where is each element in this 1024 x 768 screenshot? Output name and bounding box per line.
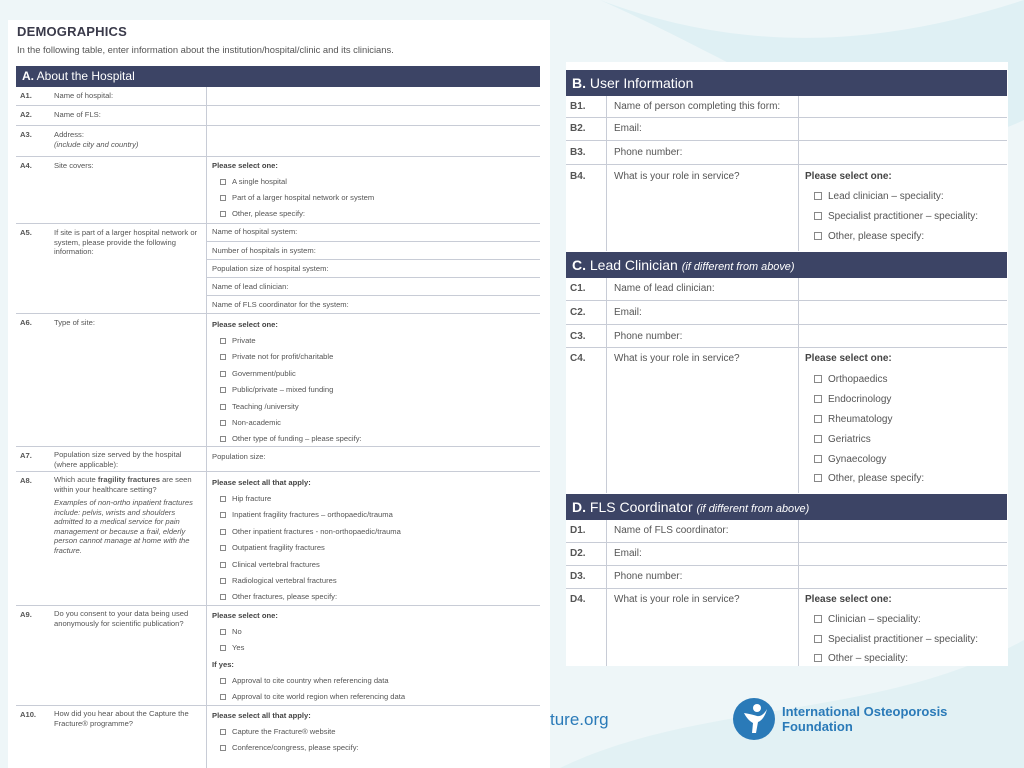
row-label: Name of FLS coordinator: <box>614 525 729 536</box>
option-b4-1[interactable]: Lead clinician – speciality: <box>814 191 944 203</box>
row-code: D1. <box>570 525 586 536</box>
row-code: A10. <box>20 710 37 719</box>
hospitals-count-field[interactable]: Number of hospitals in system: <box>207 241 540 260</box>
row-code: A1. <box>20 91 32 100</box>
option-a4-2[interactable]: Part of a larger hospital network or system <box>220 193 374 203</box>
form-page-right <box>566 62 1008 666</box>
row-a10 <box>16 706 540 768</box>
row-c3 <box>566 325 1007 348</box>
row-label: Phone number: <box>614 571 683 582</box>
checkbox-icon[interactable] <box>814 654 822 662</box>
option-a9-yes[interactable]: Yes <box>220 643 244 653</box>
row-label: Email: <box>614 123 642 134</box>
row-a3 <box>16 126 540 157</box>
lead-clinician-email-field[interactable] <box>799 301 1007 324</box>
checkbox-icon[interactable] <box>220 578 226 584</box>
row-code: A6. <box>20 318 32 327</box>
checkbox-icon[interactable] <box>220 404 226 410</box>
org-name-line1: International Osteoporosis <box>782 704 948 719</box>
lead-clinician-name-field[interactable] <box>799 278 1007 300</box>
population-size-field[interactable] <box>286 447 540 471</box>
option-a8-4[interactable]: Outpatient fragility fractures <box>220 543 325 553</box>
system-population-field[interactable]: Population size of hospital system: <box>207 259 540 278</box>
checkbox-icon[interactable] <box>220 694 226 700</box>
option-a4-1[interactable]: A single hospital <box>220 177 287 187</box>
row-c2 <box>566 301 1007 325</box>
row-code: B1. <box>570 101 586 112</box>
row-code: A7. <box>20 451 32 460</box>
row-b4 <box>566 165 1007 251</box>
row-code: C2. <box>570 307 586 318</box>
option-c4-5[interactable]: Gynaecology <box>814 454 886 466</box>
completer-phone-field[interactable] <box>799 141 1007 164</box>
row-label: Phone number: <box>614 331 683 342</box>
section-c-title: Lead Clinician <box>589 257 678 273</box>
row-d2 <box>566 543 1007 566</box>
row-code: C4. <box>570 353 586 364</box>
option-c4-2[interactable]: Endocrinology <box>814 394 891 406</box>
system-fls-coordinator-field[interactable]: Name of FLS coordinator for the system: <box>207 295 540 314</box>
org-name-line2: Foundation <box>782 719 853 734</box>
checkbox-icon[interactable] <box>220 545 226 551</box>
option-c4-3[interactable]: Rheumatology <box>814 414 892 426</box>
section-d-letter: D. <box>572 499 586 515</box>
section-b-header <box>566 70 1007 96</box>
row-d1 <box>566 520 1007 543</box>
checkbox-icon[interactable] <box>814 415 822 423</box>
row-a1 <box>16 87 540 106</box>
row-a7 <box>16 447 540 472</box>
checkbox-icon[interactable] <box>220 529 226 535</box>
section-c-note: (if different from above) <box>681 261 795 273</box>
row-a8 <box>16 472 540 606</box>
row-code: D4. <box>570 594 586 605</box>
option-c4-4[interactable]: Geriatrics <box>814 434 871 446</box>
option-d4-3[interactable]: Other – speciality: <box>814 653 908 665</box>
iof-org-name <box>782 704 947 734</box>
checkbox-icon[interactable] <box>814 474 822 482</box>
row-a9 <box>16 606 540 706</box>
row-label: Do you consent to your data being used anonymously for scientific publication? <box>54 609 189 628</box>
hospital-name-field[interactable] <box>207 87 539 105</box>
option-a8-6[interactable]: Radiological vertebral fractures <box>220 576 337 586</box>
option-c4-6[interactable]: Other, please specify: <box>814 473 924 485</box>
option-d4-1[interactable]: Clinician – speciality: <box>814 614 921 626</box>
row-b2 <box>566 118 1007 141</box>
checkbox-icon[interactable] <box>220 594 226 600</box>
system-lead-clinician-field[interactable]: Name of lead clinician: <box>207 277 540 296</box>
hospital-system-name-field[interactable]: Name of hospital system: <box>212 227 298 236</box>
row-code: B3. <box>570 147 586 158</box>
checkbox-icon[interactable] <box>220 354 226 360</box>
row-code: B2. <box>570 123 586 134</box>
checkbox-icon[interactable] <box>220 629 226 635</box>
checkbox-icon[interactable] <box>220 371 226 377</box>
checkbox-icon[interactable] <box>814 212 822 220</box>
row-a5 <box>16 224 540 314</box>
checkbox-icon[interactable] <box>814 455 822 463</box>
completer-email-field[interactable] <box>799 118 1007 140</box>
section-d-note: (if different from above) <box>696 503 810 515</box>
row-label: Site covers: <box>54 161 94 170</box>
form-page-left <box>8 20 550 768</box>
option-a8-3[interactable]: Other inpatient fractures - non-orthopaedic/trauma <box>220 527 401 537</box>
option-a6-1[interactable]: Private <box>220 336 256 346</box>
option-a6-5[interactable]: Teaching /university <box>220 402 299 412</box>
row-code: D3. <box>570 571 586 582</box>
row-code: A2. <box>20 110 32 119</box>
address-hint: (include city and country) <box>54 139 139 149</box>
checkbox-icon[interactable] <box>220 436 226 442</box>
option-heading: Please select one: <box>805 171 892 182</box>
option-heading: Please select all that apply: <box>212 478 311 487</box>
checkbox-icon[interactable] <box>220 729 226 735</box>
row-code: B4. <box>570 171 586 182</box>
checkbox-icon[interactable] <box>814 375 822 383</box>
section-d-title: FLS Coordinator <box>589 499 693 515</box>
checkbox-icon[interactable] <box>220 211 226 217</box>
row-label: Type of site: <box>54 318 95 327</box>
row-b1 <box>566 96 1007 118</box>
iof-figure-logo-icon <box>732 697 776 741</box>
option-a9-cite-country[interactable]: Approval to cite country when referencing data <box>220 676 389 686</box>
checkbox-icon[interactable] <box>220 179 226 185</box>
option-a6-3[interactable]: Government/public <box>220 369 296 379</box>
fls-coordinator-email-field[interactable] <box>799 543 1007 565</box>
checkbox-icon[interactable] <box>220 195 226 201</box>
option-a6-7[interactable]: Other type of funding – please specify: <box>220 434 362 444</box>
row-d4 <box>566 589 1007 666</box>
section-b-title: User Information <box>589 75 694 91</box>
section-a-header <box>16 66 540 87</box>
row-label: Phone number: <box>614 147 683 158</box>
option-a8-1[interactable]: Hip fracture <box>220 494 271 504</box>
option-heading: Please select all that apply: <box>212 711 311 720</box>
row-d3 <box>566 566 1007 589</box>
option-heading: Please select one: <box>212 611 278 620</box>
row-label: What is your role in service? <box>614 171 740 182</box>
address-label: Address: <box>54 130 84 139</box>
section-b-letter: B. <box>572 75 586 91</box>
section-a-letter: A. <box>22 69 34 83</box>
row-label: What is your role in service? <box>614 353 740 364</box>
option-b4-2[interactable]: Specialist practitioner – speciality: <box>814 211 978 223</box>
row-label: Email: <box>614 307 642 318</box>
footer-url-link[interactable]: ture.org <box>550 710 609 729</box>
completer-name-field[interactable] <box>799 96 1007 117</box>
option-a8-7[interactable]: Other fractures, please specify: <box>220 592 337 602</box>
option-d4-2[interactable]: Specialist practitioner – speciality: <box>814 634 978 646</box>
option-a10-2[interactable]: Conference/congress, please specify: <box>220 743 359 753</box>
row-label: Name of person completing this form: <box>614 101 781 112</box>
address-field[interactable] <box>207 126 539 156</box>
page-subtitle: In the following table, enter information about the institution/hospital/clinic and its clinicians. <box>17 44 394 55</box>
population-size-label: Population size: <box>212 452 266 461</box>
option-a8-2[interactable]: Inpatient fragility fractures – orthopaedic/trauma <box>220 510 393 520</box>
row-a4 <box>16 157 540 224</box>
row-code: D2. <box>570 548 586 559</box>
checkbox-icon[interactable] <box>220 745 226 751</box>
fls-coordinator-phone-field[interactable] <box>799 566 1007 588</box>
option-a9-cite-region[interactable]: Approval to cite world region when referencing data <box>220 692 405 702</box>
lead-clinician-phone-field[interactable] <box>799 325 1007 347</box>
row-code: C1. <box>570 283 586 294</box>
row-a2 <box>16 106 540 126</box>
option-a6-4[interactable]: Public/private – mixed funding <box>220 385 333 395</box>
checkbox-icon[interactable] <box>220 338 226 344</box>
row-label: What is your role in service? <box>614 594 740 605</box>
section-d-header <box>566 494 1007 520</box>
checkbox-icon[interactable] <box>814 615 822 623</box>
row-a6 <box>16 314 540 447</box>
checkbox-icon[interactable] <box>220 512 226 518</box>
option-a6-2[interactable]: Private not for profit/charitable <box>220 352 333 362</box>
option-heading: Please select one: <box>212 161 278 170</box>
row-label: Name of lead clinician: <box>614 283 715 294</box>
section-c-letter: C. <box>572 257 586 273</box>
option-a9-no[interactable]: No <box>220 627 242 637</box>
row-code: A8. <box>20 476 32 485</box>
checkbox-icon[interactable] <box>220 420 226 426</box>
checkbox-icon[interactable] <box>814 395 822 403</box>
option-a6-6[interactable]: Non-academic <box>220 418 281 428</box>
row-c1 <box>566 278 1007 301</box>
section-c-header <box>566 252 1007 278</box>
checkbox-icon[interactable] <box>814 435 822 443</box>
row-label: Name of hospital: <box>54 91 114 100</box>
row-label: Name of FLS: <box>54 110 101 119</box>
section-a-title: About the Hospital <box>36 69 135 83</box>
row-label: Population size served by the hospital (where applicable): <box>54 450 182 469</box>
fls-name-field[interactable] <box>207 106 539 125</box>
row-code: C3. <box>570 331 586 342</box>
checkbox-icon[interactable] <box>220 645 226 651</box>
checkbox-icon[interactable] <box>220 562 226 568</box>
page-title: DEMOGRAPHICS <box>17 24 128 39</box>
row-code: A3. <box>20 130 32 139</box>
checkbox-icon[interactable] <box>220 496 226 502</box>
row-label: Which acute fragility fractures are seen within your healthcare setting? Examples of non-ortho inpatient fractures include: pelvis, wrists and shoulders admitted to a medical service for pain management or because a frail, elderly person cannot manage at home with the fracture. <box>54 475 204 555</box>
option-heading: Please select one: <box>805 353 892 364</box>
option-a8-5[interactable]: Clinical vertebral fractures <box>220 560 320 570</box>
option-heading: Please select one: <box>212 320 278 329</box>
checkbox-icon[interactable] <box>814 635 822 643</box>
row-b3 <box>566 141 1007 165</box>
row-label: If site is part of a larger hospital network or system, please provide the following information: <box>54 228 198 256</box>
row-code: A4. <box>20 161 32 170</box>
row-c4 <box>566 348 1007 493</box>
row-code: A9. <box>20 610 32 619</box>
option-c4-1[interactable]: Orthopaedics <box>814 374 887 386</box>
fracture-examples-note: Examples of non-ortho inpatient fractures include: pelvis, wrists and shoulders admitted to a medical service for pain management or because a frail, elderly person cannot manage at home with the fracture. <box>54 498 193 555</box>
checkbox-icon[interactable] <box>814 192 822 200</box>
checkbox-icon[interactable] <box>814 232 822 240</box>
row-label: Email: <box>614 548 642 559</box>
option-heading-if-yes: If yes: <box>212 660 234 669</box>
fls-coordinator-name-field[interactable] <box>799 520 1007 542</box>
checkbox-icon[interactable] <box>220 387 226 393</box>
option-b4-3[interactable]: Other, please specify: <box>814 231 924 243</box>
option-a4-3[interactable]: Other, please specify: <box>220 209 305 219</box>
row-label <box>54 130 138 149</box>
row-label: How did you hear about the Capture the Fracture® programme? <box>54 709 189 728</box>
checkbox-icon[interactable] <box>220 678 226 684</box>
option-heading: Please select one: <box>805 594 892 605</box>
row-code: A5. <box>20 228 32 237</box>
option-a10-1[interactable]: Capture the Fracture® website <box>220 727 336 737</box>
